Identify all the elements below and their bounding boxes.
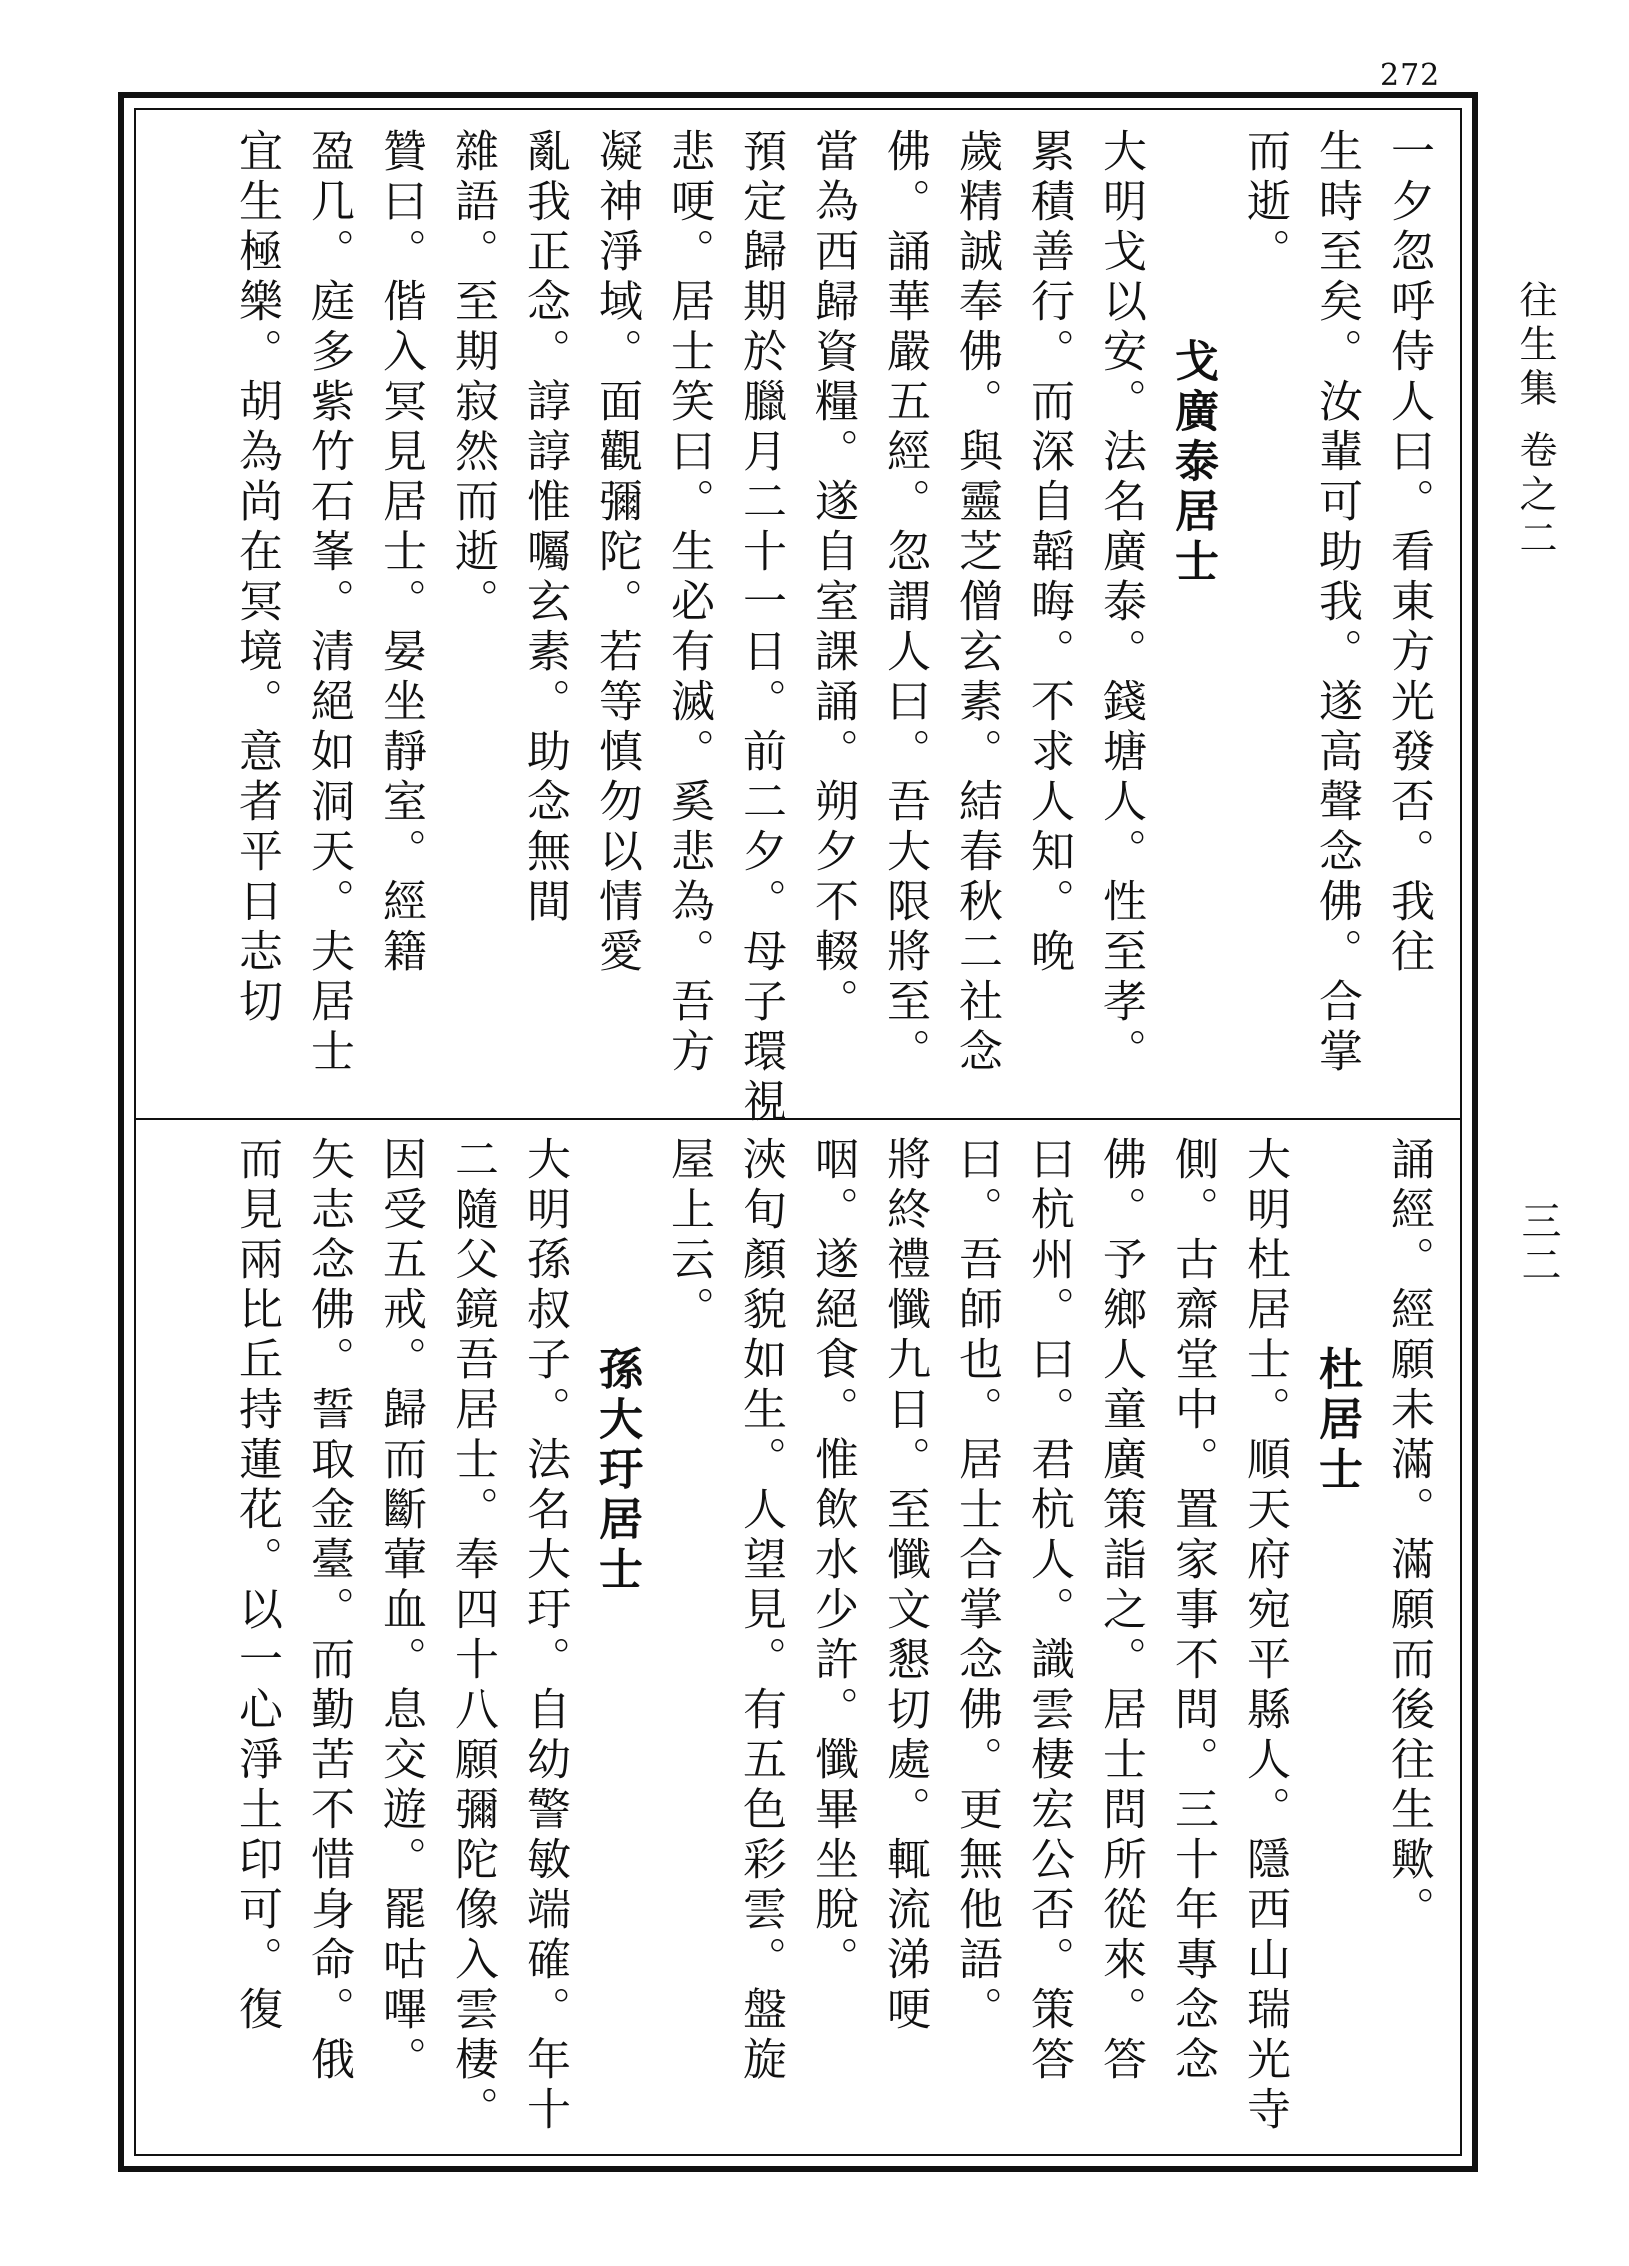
text-column: 宜生極樂。胡為尚在冥境。意者平日志切	[231, 128, 282, 1028]
text-column: 當為西歸資糧。遂自室課誦。朔夕不輟。	[807, 128, 858, 1028]
text-column: 浹旬顏貌如生。人望見。有五色彩雲。盤旋	[735, 1136, 786, 2086]
text-column: 二隨父鏡吾居士。奉四十八願彌陀像入雲棲。	[447, 1136, 498, 2136]
text-column: 屋上云。	[663, 1136, 714, 1336]
text-column: 雜語。至期寂然而逝。	[447, 128, 498, 628]
text-column: 大明孫叔子。法名大玗。自幼警敏端確。年十	[519, 1136, 570, 2136]
folio: 三二	[1515, 1200, 1561, 1288]
text-column: 矢志念佛。誓取金臺。而勤苦不惜身命。俄	[303, 1136, 354, 2086]
text-column: 一夕忽呼侍人曰。看東方光發否。我往	[1383, 128, 1434, 978]
text-column: 悲哽。居士笑曰。生必有滅。奚悲為。吾方	[663, 128, 714, 1078]
text-column: 側。古齋堂中。置家事不問。三十年專念念	[1167, 1136, 1218, 2086]
text-column: 贊曰。偕入冥見居士。晏坐靜室。經籍	[375, 128, 426, 978]
text-column: 累積善行。而深自韜晦。不求人知。晚	[1023, 128, 1074, 978]
bottom-text-panel	[160, 1136, 1444, 2136]
text-column: 大明戈以安。法名廣泰。錢塘人。性至孝。	[1095, 128, 1146, 1078]
text-column: 大明杜居士。順天府宛平縣人。隱西山瑞光寺	[1239, 1136, 1290, 2136]
section-heading: 戈廣泰居士	[1167, 338, 1218, 588]
text-column: 預定歸期於臘月二十一日。前二夕。母子環視	[735, 128, 786, 1128]
text-column: 凝神淨域。面觀彌陀。若等慎勿以情愛	[591, 128, 642, 978]
section-heading: 孫大玗居士	[591, 1346, 642, 1596]
text-column: 歲精誠奉佛。與靈芝僧玄素。結春秋二社念	[951, 128, 1002, 1078]
text-column: 佛。誦華嚴五經。忽謂人曰。吾大限將至。	[879, 128, 930, 1078]
text-column: 盈几。庭多紫竹石峯。清絕如洞天。夫居士	[303, 128, 354, 1078]
text-column: 佛。予鄉人童廣策詣之。居士問所從來。答	[1095, 1136, 1146, 2086]
section-heading: 杜居士	[1311, 1346, 1362, 1496]
text-column: 將終禮懺九日。至懺文懇切處。輒流涕哽	[879, 1136, 930, 2036]
text-column: 而見兩比丘持蓮花。以一心淨土印可。復	[231, 1136, 282, 2036]
page-number: 272	[1380, 58, 1441, 93]
text-column: 生時至矣。汝輩可助我。遂高聲念佛。合掌	[1311, 128, 1362, 1078]
text-column: 因受五戒。歸而斷葷血。息交遊。罷咕嗶。	[375, 1136, 426, 2086]
text-column: 誦經。經願未滿。滿願而後往生歟。	[1383, 1136, 1434, 1936]
text-column: 曰。吾師也。居士合掌念佛。更無他語。	[951, 1136, 1002, 2036]
text-column: 咽。遂絕食。惟飲水少許。懺畢坐脫。	[807, 1136, 858, 1986]
text-column: 亂我正念。諄諄惟囑玄素。助念無間	[519, 128, 570, 928]
top-text-panel	[160, 128, 1444, 1128]
text-column: 曰杭州。曰。君杭人。識雲棲宏公否。策答	[1023, 1136, 1074, 2086]
running-head: 往生集 卷之二	[1513, 280, 1557, 563]
text-column: 而逝。	[1239, 128, 1290, 278]
panel-divider	[134, 1118, 1462, 1120]
